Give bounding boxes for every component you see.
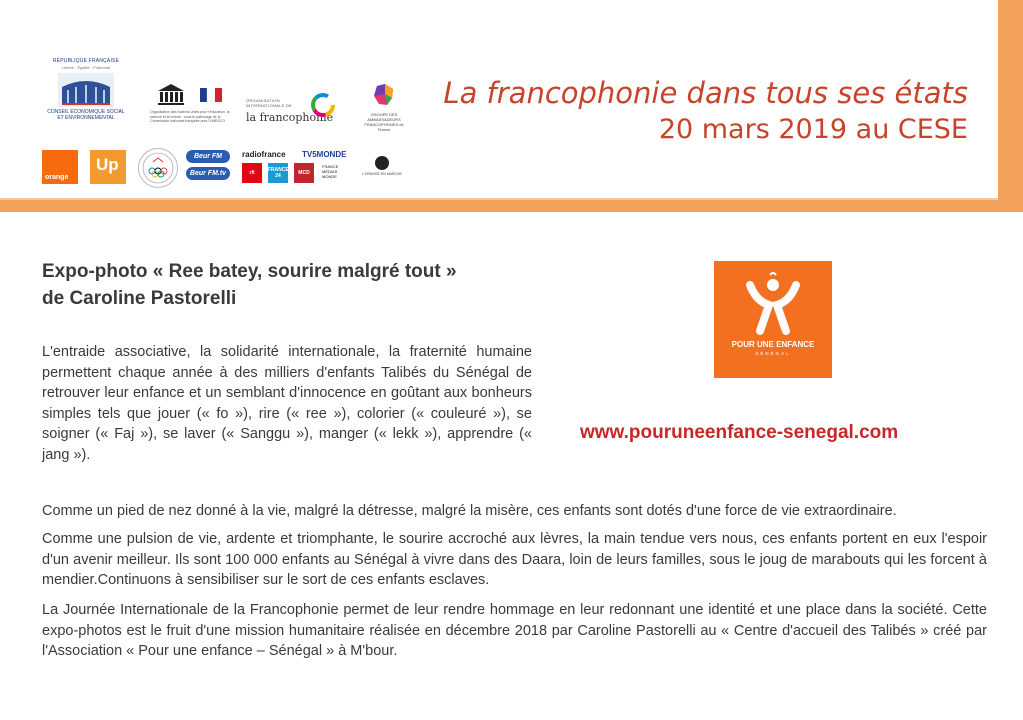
header-banner bbox=[0, 0, 1023, 212]
rfi-logo: rfi bbox=[242, 163, 262, 183]
olympic-rings-icon bbox=[139, 149, 177, 187]
paragraph-journee: La Journée Internationale de la Francophonie permet de leur rendre hommage en leur redonnant une identité et une place dans la société. Cette expo-photos est le fruit d'une mission humanitaire réalisée en décembre 2018 par Caroline Pastorelli au « Centre d'accueil des Talibés » créé par l'Association « Pour une enfance – Sénégal » à M'bour. bbox=[42, 602, 987, 659]
orange-logo bbox=[42, 150, 78, 184]
partner-country: SÉNÉGAL bbox=[755, 351, 791, 356]
cese-name: CONSEIL ÉCONOMIQUE SOCIAL ET ENVIRONNEMENTAL bbox=[47, 109, 125, 121]
rf-line2: Liberté · Égalité · Fraternité bbox=[61, 65, 111, 70]
radiofrance-name: radiofrance bbox=[242, 150, 286, 159]
beur-fm-top: Beur FM bbox=[186, 150, 230, 163]
pour-une-enfance-logo bbox=[714, 261, 832, 378]
header-frame-right bbox=[998, 0, 1023, 212]
tv5monde-name: TV5MONDE bbox=[302, 150, 347, 159]
rf-line1: RÉPUBLIQUE FRANÇAISE bbox=[52, 58, 120, 64]
header-frame-bottom bbox=[0, 200, 1023, 212]
up-name: Up bbox=[96, 155, 119, 174]
child-figure-icon bbox=[714, 261, 832, 339]
odm-text: L'ORANGE EN MARCHE bbox=[362, 172, 402, 176]
odm-logo bbox=[362, 156, 402, 188]
paragraph-intro: L'entraide associative, la solidarité internationale, la fraternité humaine permettent chaque année à des milliers d'enfants Talibés du Sénégal de retrouver leur enfance et un semblant d'innocence en goûtant aux bonheurs simples tels que jouer (« fo »), rire (« ree »), colorier (« couleuré »), se soigner (« Faj »), se laver (« Sanggu »), manger (« lekk »), apprendre (« jang »). bbox=[42, 344, 532, 463]
orange-name: orange bbox=[45, 174, 69, 181]
gaf-logo bbox=[358, 82, 410, 132]
partner-website-link[interactable]: www.pouruneenfance-senegal.com bbox=[580, 422, 899, 443]
sport-badge-logo bbox=[138, 148, 178, 188]
french-flag-icon bbox=[200, 88, 222, 102]
partner-name: POUR UNE ENFANCE bbox=[731, 340, 815, 349]
oif-org-label: ORGANISATION INTERNATIONALE DE bbox=[246, 98, 293, 108]
paragraph-pulse: Comme une pulsion de vie, ardente et triomphante, le sourire accroché aux lèvres, la main tendue vers nous, ces enfants portent en eux l'espoir d'un avenir meilleur. Ils sont 100 000 enfants au Sénégal à vivre dans des Daara, loin de leurs familles, sous le joug de marabouts qui les forcent à mendier.Continuons à sensibiliser sur le sort de ces enfants esclaves. bbox=[42, 531, 987, 588]
event-title: La francophonie dans tous ses états bbox=[443, 76, 968, 110]
article-title bbox=[42, 258, 562, 312]
oif-name: la francophonie bbox=[246, 111, 334, 124]
cese-logo bbox=[44, 58, 128, 128]
article-title-line2: de Caroline Pastorelli bbox=[42, 288, 237, 309]
unesco-logo bbox=[150, 82, 230, 132]
france24-logo: FRANCE 24 bbox=[268, 163, 288, 183]
odm-circle-icon bbox=[375, 156, 389, 170]
oif-logo bbox=[246, 92, 338, 132]
mcd-logo: MCD bbox=[294, 163, 314, 183]
cese-building-icon bbox=[58, 73, 114, 107]
article-title-line1: Expo-photo « Ree batey, sourire malgré tout » bbox=[42, 261, 457, 282]
france-map-icon bbox=[371, 82, 397, 108]
event-date: 20 mars 2019 au CESE bbox=[658, 114, 968, 145]
fmm-label: FRANCE MÉDIAS MONDE bbox=[322, 164, 339, 179]
gaf-text: GROUPE DES AMBASSADEURS FRANCOPHONES de France bbox=[364, 112, 404, 132]
media-group-logo bbox=[242, 150, 354, 190]
up-logo bbox=[90, 150, 126, 184]
unesco-temple-icon bbox=[156, 82, 186, 106]
oif-ring-icon bbox=[310, 92, 336, 118]
paragraph-force: Comme un pied de nez donné à la vie, malgré la détresse, malgré la misère, ces enfants sont dotés d'une force de vie extraordinaire. bbox=[42, 503, 897, 519]
beur-fm-logo bbox=[186, 150, 230, 184]
beur-fm-bottom: Beur FM.tv bbox=[186, 167, 230, 180]
unesco-text: Organisation des Nations Unies pour l'éducation, la science et la culture · sous le patronage de la Commission nationale française pour l'UNESCO bbox=[150, 110, 230, 123]
